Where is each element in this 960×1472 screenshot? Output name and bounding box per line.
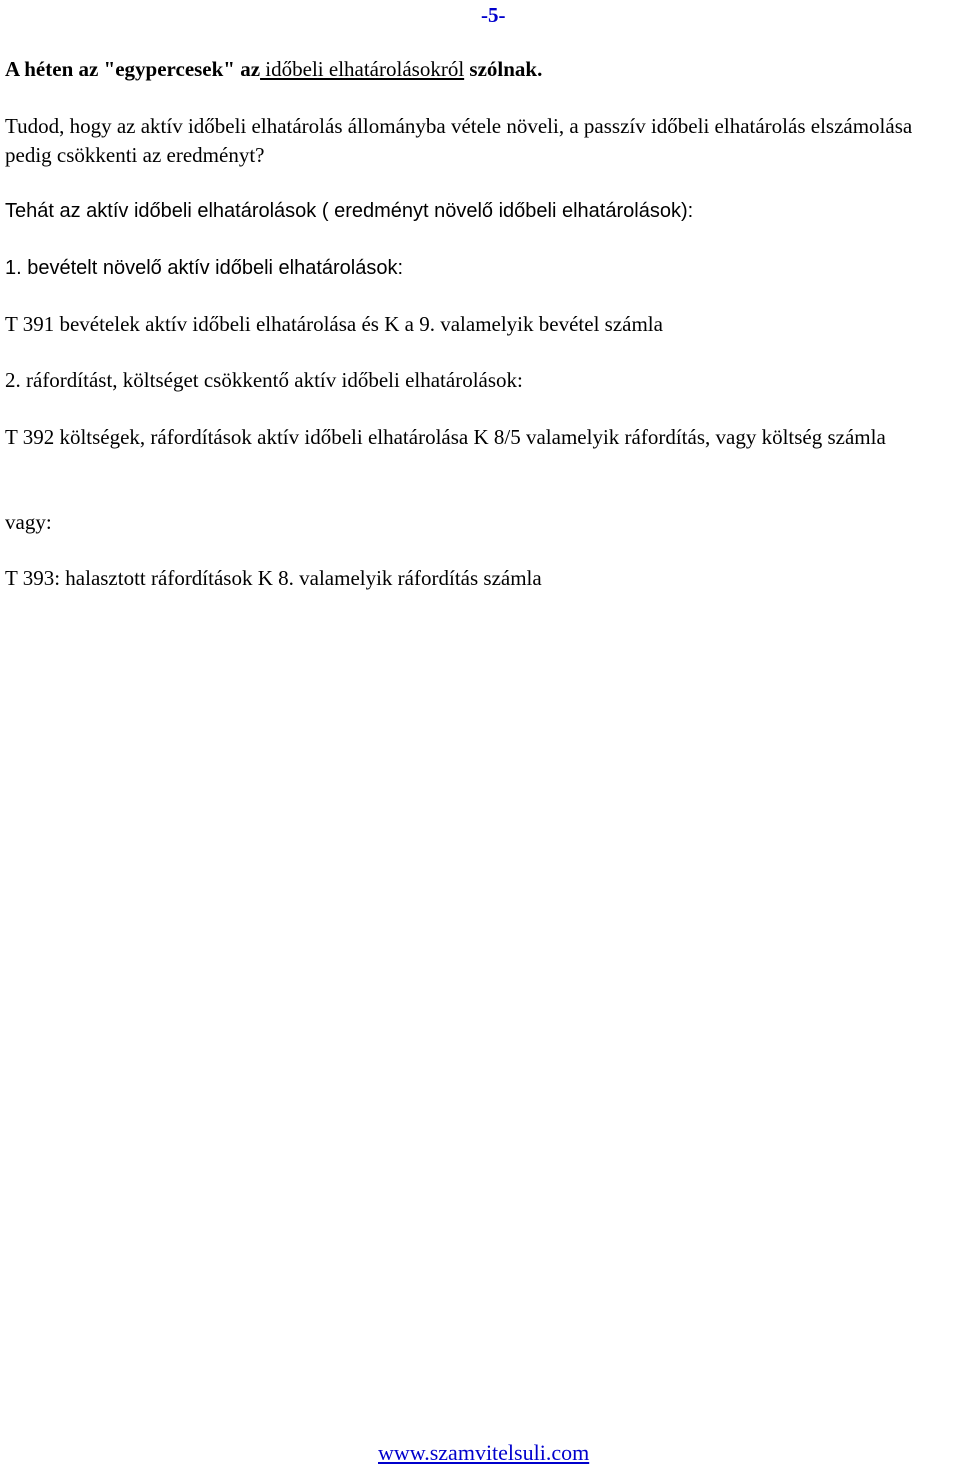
list-item-1-entry: T 391 bevételek aktív időbeli elhatárolása és K a 9. valamelyik bevétel számla <box>5 312 663 336</box>
active-accruals-intro: Tehát az aktív időbeli elhatárolások ( eredményt növelő időbeli elhatárolások): <box>5 200 694 222</box>
page-number: -5- <box>481 3 506 27</box>
list-item-2-entry: T 392 költségek, ráfordítások aktív időbeli elhatárolása K 8/5 valamelyik ráfordítás, vagy költség számla <box>5 425 886 449</box>
list-item-2-title: 2. ráfordítást, költséget csökkentő aktív időbeli elhatárolások: <box>5 368 523 392</box>
intro-question: Tudod, hogy az aktív időbeli elhatárolás állományba vétele növeli, a passzív időbeli elhatárolás elszámolása pedig csökkenti az eredményt? <box>5 114 913 167</box>
footer-website-link[interactable]: www.szamvitelsuli.com <box>378 1440 590 1465</box>
heading-tail: szólnak. <box>464 57 543 81</box>
page-heading <box>5 57 542 82</box>
alternative-entry: T 393: halasztott ráfordítások K 8. valamelyik ráfordítás számla <box>5 566 542 590</box>
heading-lead: A héten az "egypercesek" az <box>5 57 261 81</box>
topic-link[interactable]: időbeli elhatárolásokról <box>260 57 465 81</box>
list-item-1-title: 1. bevételt növelő aktív időbeli elhatárolások: <box>5 257 404 279</box>
alternative-label: vagy: <box>5 510 52 534</box>
